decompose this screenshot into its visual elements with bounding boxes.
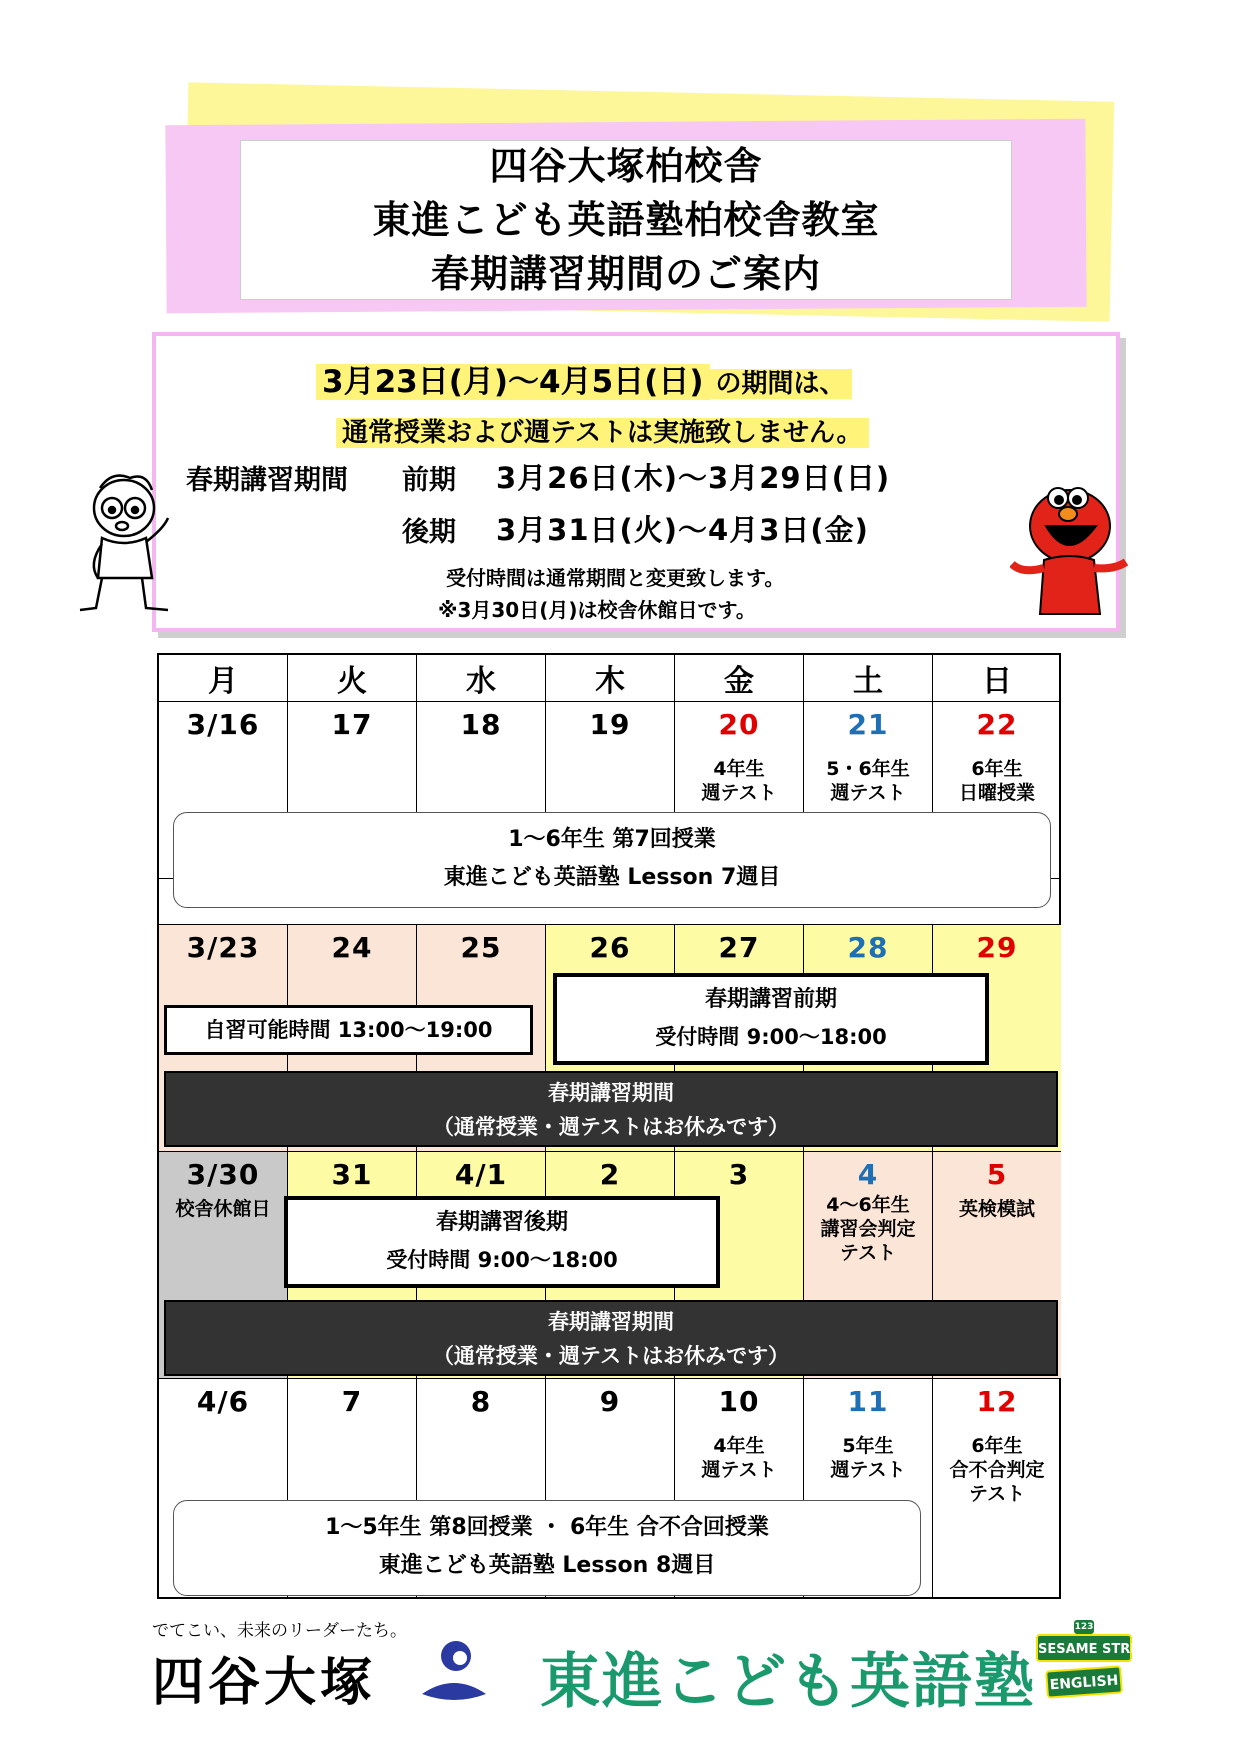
notice-period — [316, 356, 852, 401]
banner-line2: 東進こども英語塾 Lesson 7週目 — [443, 865, 781, 890]
spring-second-box — [284, 1196, 720, 1288]
day-number: 3/16 — [186, 708, 260, 741]
dark-title: 春期講習期間 — [548, 1081, 674, 1105]
first-label: 前期 — [402, 465, 456, 496]
week1-lesson-banner — [173, 812, 1051, 908]
course-title: 春期講習前期 — [704, 987, 837, 1012]
day-note: 4～6年生 講習会判定 テスト — [820, 1194, 916, 1264]
banner-line1: 1～5年生 第8回授業 ・ 6年生 合不合回授業 — [325, 1515, 769, 1540]
day-number: 12 — [976, 1385, 1018, 1418]
period-suffix: の期間は、 — [710, 369, 852, 399]
day-number: 4/6 — [196, 1385, 250, 1418]
day-number: 21 — [847, 708, 889, 741]
self-study-text: 自習可能時間 13:00～19:00 — [204, 1018, 493, 1042]
calendar — [157, 653, 1061, 1599]
day-note: 4年生 週テスト — [701, 1435, 777, 1481]
weekday-sat: 土 — [804, 655, 933, 702]
day-note: 5年生 週テスト — [830, 1435, 906, 1481]
sesame-top-text: SESAME STREET — [1036, 1634, 1132, 1662]
weekday-tue: 火 — [288, 655, 417, 702]
day-note: 6年生 合不合判定 テスト — [949, 1435, 1045, 1505]
second-label: 後期 — [402, 517, 456, 548]
day-note: 6年生 日曜授業 — [958, 758, 1035, 804]
weekday-mon: 月 — [159, 655, 288, 702]
day-note: 5・6年生 週テスト — [826, 758, 910, 804]
day-note: 英検模試 — [958, 1198, 1035, 1220]
course-hours: 受付時間 9:00～18:00 — [386, 1248, 618, 1272]
toshin-logo: 東進こども英語塾 — [540, 1647, 1036, 1717]
period-highlight: 3月23日(月)～4月5日(日) — [316, 364, 710, 400]
day-number: 17 — [331, 708, 373, 741]
day-cell — [933, 1379, 1061, 1597]
day-number: 19 — [589, 708, 631, 741]
day-number: 25 — [460, 931, 502, 964]
day-number: 26 — [589, 931, 631, 964]
day-number: 3/23 — [186, 931, 260, 964]
yotsuya-mark-icon — [416, 1636, 492, 1706]
day-number: 7 — [341, 1385, 363, 1418]
banner-line2: 東進こども英語塾 Lesson 8週目 — [378, 1553, 716, 1578]
title-box — [240, 140, 1012, 300]
spring-first-box — [553, 973, 989, 1065]
weekday-wed: 水 — [417, 655, 546, 702]
second-dates: 3月31日(火)～4月3日(金) — [496, 513, 869, 547]
notice-box — [152, 332, 1120, 632]
weekday-sun: 日 — [933, 655, 1061, 702]
sesame-num: 123 — [1074, 1622, 1094, 1632]
day-number: 31 — [331, 1158, 373, 1191]
first-dates: 3月26日(木)～3月29日(日) — [496, 461, 891, 495]
sesame-bottom-text: ENGLISH — [1045, 1665, 1123, 1698]
day-number: 8 — [470, 1385, 492, 1418]
day-number: 5 — [986, 1158, 1008, 1191]
day-number: 27 — [718, 931, 760, 964]
closed-note: ※3月30日(月)は校舎休館日です。 — [438, 598, 756, 622]
day-number: 3 — [728, 1158, 750, 1191]
week4-lesson-banner — [173, 1500, 921, 1596]
day-number: 20 — [718, 708, 760, 741]
notice-no-classes: 通常授業および週テストは実施致しません。 — [336, 412, 869, 449]
day-number: 24 — [331, 931, 373, 964]
dark-sub: （通常授業・週テストはお休みです） — [432, 1115, 790, 1139]
day-number: 29 — [976, 931, 1018, 964]
spring-period-banner — [164, 1071, 1058, 1147]
yotsuya-logo: 四谷大塚 — [152, 1653, 377, 1713]
sesame-street-sign — [1036, 1620, 1157, 1702]
title-line2: 東進こども英語塾柏校舎教室 — [372, 198, 880, 242]
day-number: 28 — [847, 931, 889, 964]
footer-tagline: でてこい、未来のリーダーたち。 — [152, 1621, 407, 1641]
spring-period-banner — [164, 1300, 1058, 1376]
title-line3: 春期講習期間のご案内 — [430, 252, 821, 296]
course-title: 春期講習後期 — [435, 1210, 568, 1235]
day-number: 4/1 — [454, 1158, 508, 1191]
weekday-fri: 金 — [675, 655, 804, 702]
dark-title: 春期講習期間 — [548, 1310, 674, 1334]
reception-note: 受付時間は通常期間と変更致します。 — [446, 566, 785, 590]
day-number: 10 — [718, 1385, 760, 1418]
day-number: 3/30 — [186, 1158, 260, 1191]
day-number: 2 — [599, 1158, 621, 1191]
day-note: 4年生 週テスト — [701, 758, 777, 804]
day-number: 9 — [599, 1385, 621, 1418]
course-hours: 受付時間 9:00～18:00 — [655, 1025, 887, 1049]
title-line1: 四谷大塚柏校舎 — [489, 144, 763, 188]
dark-sub: （通常授業・週テストはお休みです） — [432, 1344, 790, 1368]
day-number: 18 — [460, 708, 502, 741]
weekday-thu: 木 — [546, 655, 675, 702]
day-number: 22 — [976, 708, 1018, 741]
elmo-character-illustration — [1010, 474, 1130, 624]
course-label: 春期講習期間 — [186, 465, 348, 496]
self-study-box — [164, 1005, 533, 1055]
day-number: 11 — [847, 1385, 889, 1418]
day-number: 4 — [857, 1158, 879, 1191]
boy-character-illustration — [72, 468, 182, 618]
banner-line1: 1～6年生 第7回授業 — [508, 827, 716, 852]
closed-label: 校舎休館日 — [175, 1198, 271, 1220]
